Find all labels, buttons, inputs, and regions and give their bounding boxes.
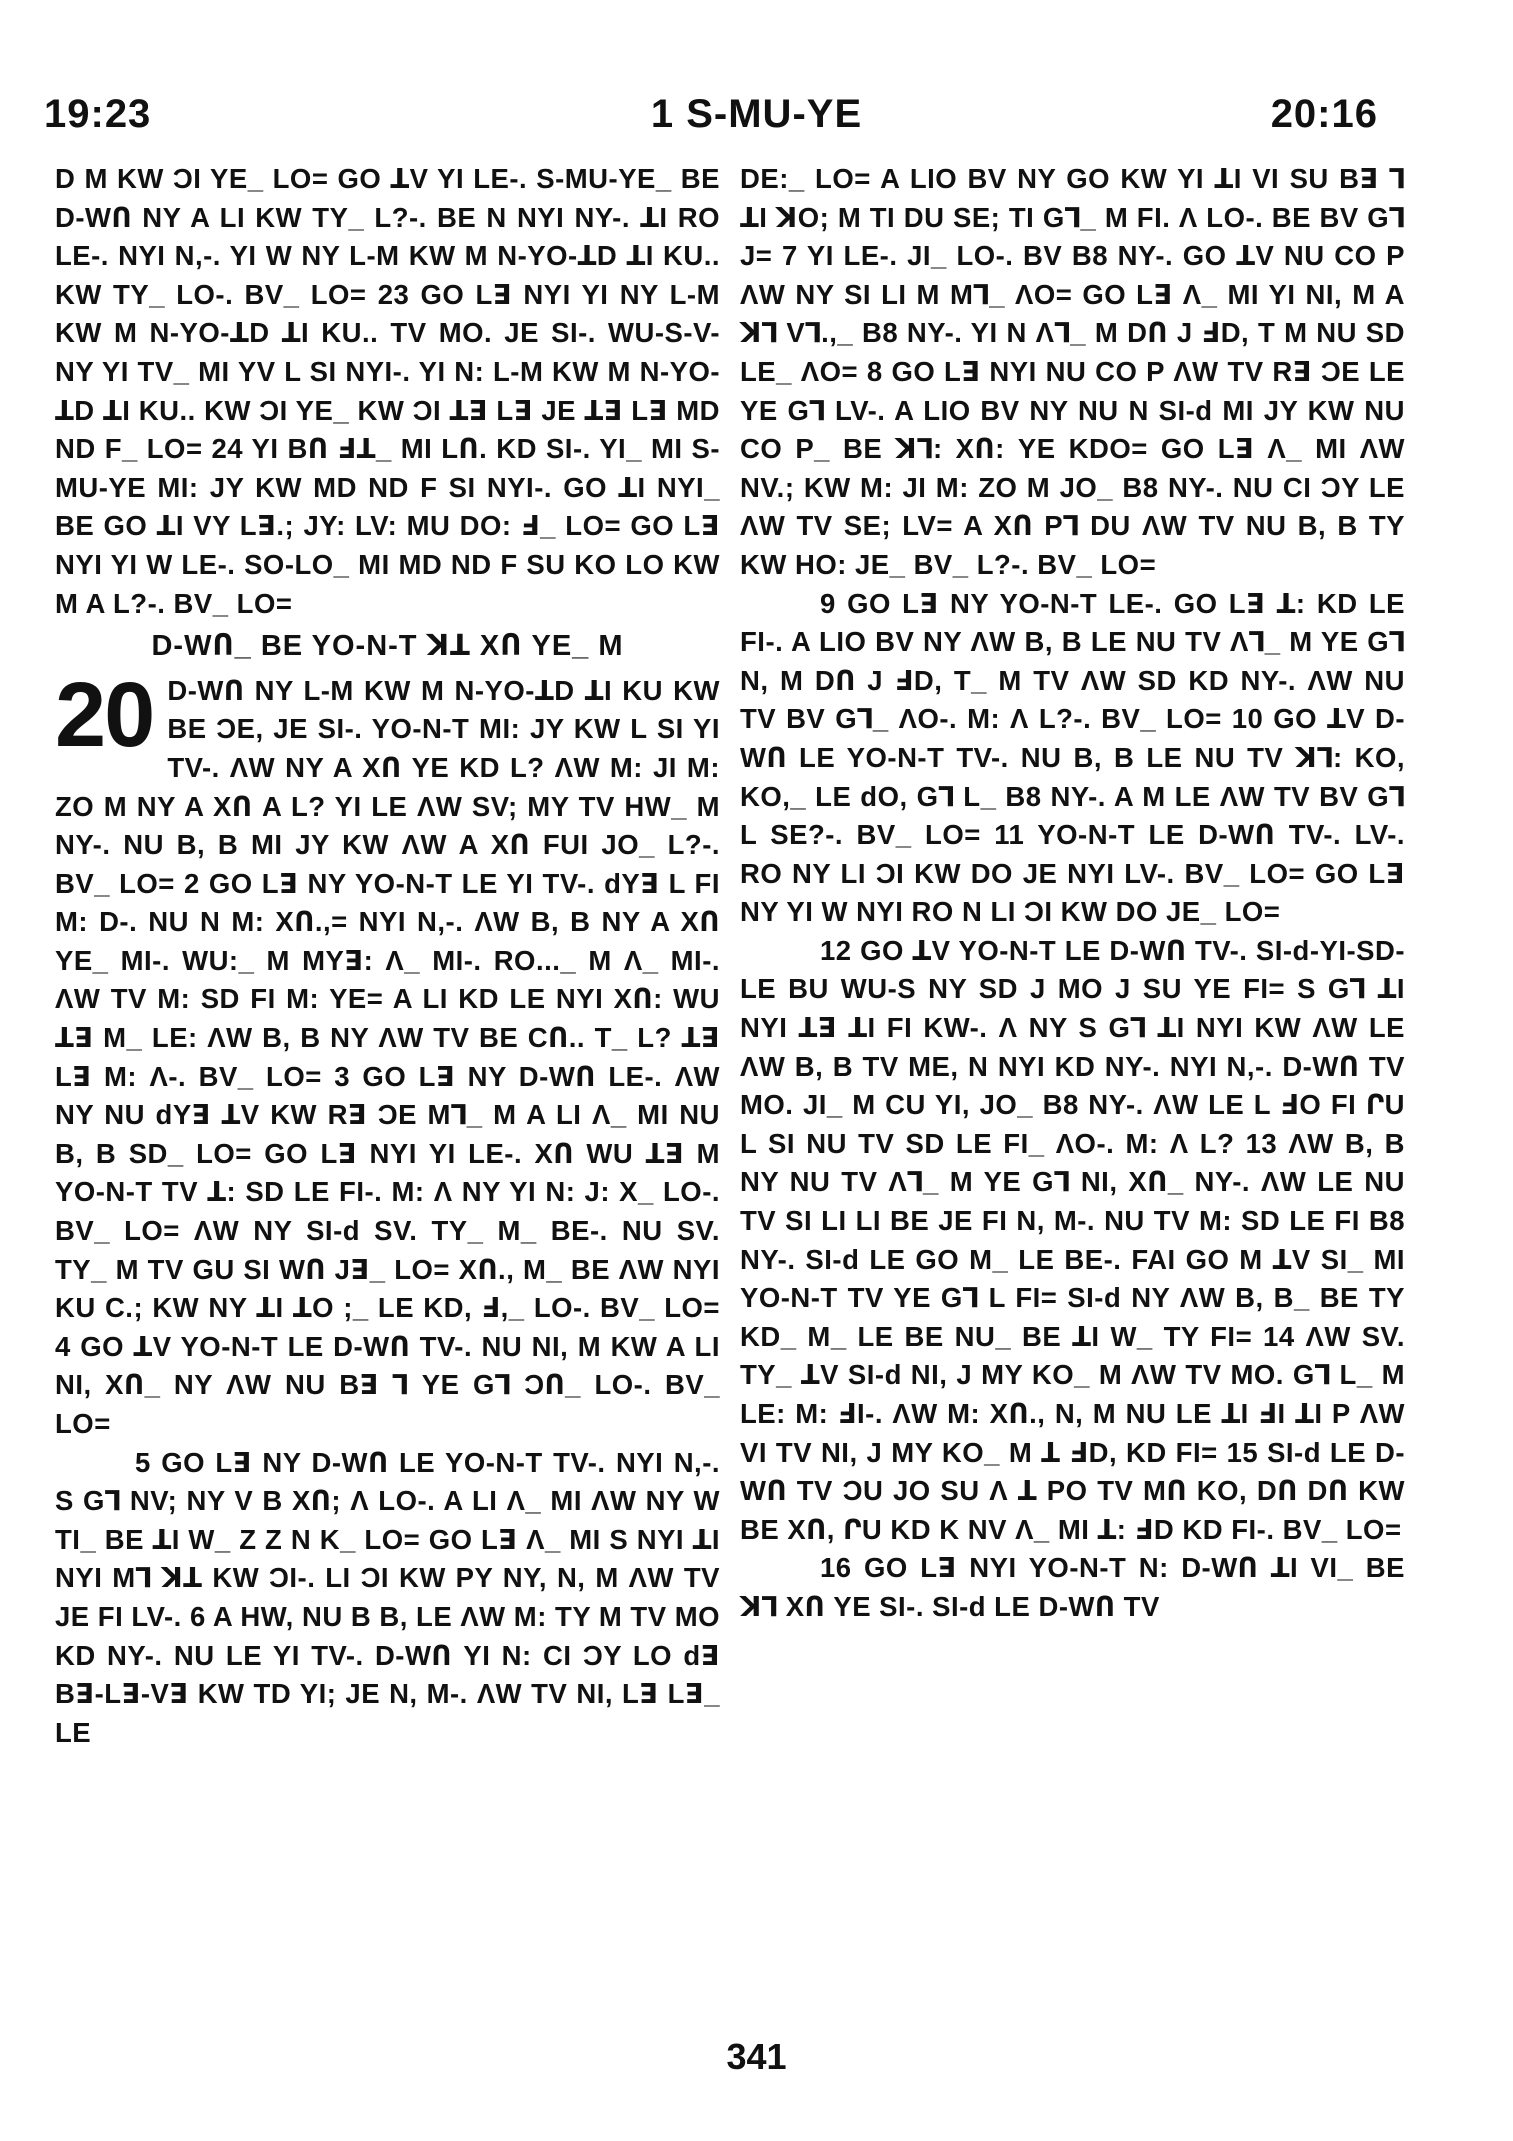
verse-paragraph: 16 GO Lꓱ NYI YO-N-T N: D-WՈ ꓕI VI_ BE ꓘꓶ XՈ YE SI-. SI-d LE D-WՈ TV (740, 1552, 1405, 1622)
chapter-number: 20 (55, 663, 154, 766)
right-text-column (740, 160, 1405, 1627)
page-number: 341 (726, 2036, 787, 2077)
section-heading: D-WՈ_ BE YO-N-T ꓘꓕ XՈ YE_ M (151, 630, 624, 663)
verse-paragraph: D-WՈ NY L-M KW M N-YO-ꓕD ꓕI KU KW BE ƆE, JE SI-. YO-N-T MI: JY KW L SI YI TV-. ΛW NY A XՈ YE KD L? ΛW M: JI M: ZO M NY A XՈ A L? YI LE ΛW SV; MY TV HW_ M NY-. NU B, B MI JY KW ΛW A XՈ FUI JO_ L?-. BV_ LO= 2 GO Lꓱ NY YO-N-T LE YI TV-. dYꓱ L FI M: D-. NU N M: XՈ.,= NYI N,-. ΛW B, B NY A XՈ YE_ MI-. WU:_ M MYꓱ: Λ_ MI-. RO..._ M Λ_ MI-. ΛW TV M: SD FI M: YE= A LI KD LE NYI XՈ: WU ꓕꓱ M_ LE: ΛW B, B NY ΛW TV BE CՈ.. T_ L? ꓕꓱ Lꓱ M: Λ-. BV_ LO= 3 GO Lꓱ NY D-WՈ LE-. ΛW NY NU dYꓱ ꓕV KW Rꓱ ƆE Mꓶ_ M A LI Λ_ MI NU B, B SD_ LO= GO Lꓱ NYI YI LE-. XՈ WU ꓕꓱ M YO-N-T TV ꓕ: SD LE FI-. M: Λ NY YI N: J: X_ LO-. BV_ LO= ΛW NY SI-d SV. TY_ M_ BE-. NU SV. TY_ M TV GU SI WՈ Jꓱ_ LO= XՈ., M_ BE ΛW NYI KU C.; KW NY ꓕI ꓕO ;_ LE KD, ꓞ,_ LO-. BV_ LO= 4 GO ꓕV YO-N-T LE D-WՈ TV-. NU NI, M KW A LI NI, XՈ_ NY ΛW NU Bꓱ ꓶ YE Gꓶ ƆՈ_ LO-. BV_ LO= (55, 674, 720, 1439)
verse-paragraph: 12 GO ꓕV YO-N-T LE D-WՈ TV-. SI-d-YI-SD-LE BU WU-S NY SD J MO J SU YE FI= S Gꓶ ꓕI NYI ꓕꓱ ꓕI FI KW-. Λ NY S Gꓶ ꓕI NYI KW ΛW LE ΛW B, B TV ME, N NYI KD NY-. NYI N,-. D-WՈ TV MO. JI_ M CU YI, JO_ B8 NY-. ΛW LE L ꓞO FI ՐU L SI NU TV SD LE FI_ ΛO-. M: Λ L? 13 ΛW B, B NY NU TV Λꓶ_ M YE Gꓶ NI, XՈ_ NY-. ΛW LE NU TV SI LI LI BE JE FI N, M-. NU TV M: SD LE FI B8 NY-. SI-d LE GO M_ LE BE-. FAI GO M ꓕV SI_ MI YO-N-T TV YE Gꓶ L FI= SI-d NY ΛW B, B_ BE TY KD_ M_ LE BE NU_ BE ꓕI W_ TY FI= 14 ΛW SV. TY_ ꓕV SI-d NI, J MY KO_ M ΛW TV MO. Gꓶ L_ M LE: M: ꓞI-. ΛW M: XՈ., N, M NU LE ꓕI ꓞI ꓕI P ΛW VI TV NI, J MY KO_ M ꓕ ꓞD, KD FI= 15 SI-d LE D-WՈ TV ƆU JO SU Λ ꓕ PO TV MՈ KO, DՈ DՈ KW BE XՈ, ՐU KD K NV Λ_ MI ꓕ: ꓞD KD FI-. BV_ LO= (740, 934, 1405, 1545)
left-text-column (55, 160, 720, 1752)
verse-paragraph: DE:_ LO= A LIO BV NY GO KW YI ꓕI VI SU Bꓱ ꓶ ꓕI ꓘO; M TI DU SE; TI Gꓶ_ M FI. Λ LO-. BE BV Gꓶ J= 7 YI LE-. JI_ LO-. BV B8 NY-. GO ꓕV NU CO P ΛW NY SI LI M Mꓶ_ ΛO= GO Lꓱ Λ_ MI YI NI, M A ꓘꓶ Vꓶ.,_ B8 NY-. YI N Λꓶ_ M DՈ J ꓞD, T M NU SD LE_ ΛO= 8 GO Lꓱ NYI NU CO P ΛW TV Rꓱ ƆE LE YE Gꓶ LV-. A LIO BV NY NU N SI-d MI JY KW NU CO P_ BE ꓘꓶ: XՈ: YE KDO= GO Lꓱ Λ_ MI ΛW NV.; KW M: JI M: ZO M JO_ B8 NY-. NU CI ƆY LE ΛW TV SE; LV= A XՈ Pꓶ DU ΛW TV NU B, B TY KW HO: JE_ BV_ L?-. BV_ LO= (740, 163, 1405, 580)
running-head-left-reference: 19:23 (44, 92, 152, 136)
running-head-book-title: 1 S-MU-YE (650, 92, 863, 136)
verse-paragraph: 9 GO Lꓱ NY YO-N-T LE-. GO Lꓱ ꓕ: KD LE FI-. A LIO BV NY ΛW B, B LE NU TV Λꓶ_ M YE Gꓶ N, M DՈ J ꓞD, T_ M TV ΛW SD KD NY-. ΛW NU TV BV Gꓶ_ ΛO-. M: Λ L?-. BV_ LO= 10 GO ꓕV D-WՈ LE YO-N-T TV-. NU B, B LE NU TV ꓘꓶ: KO, KO,_ LE dO, Gꓶ L_ B8 NY-. A M LE ΛW TV BV Gꓶ L SE?-. BV_ LO= 11 YO-N-T LE D-WՈ TV-. LV-. RO NY LI ƆI KW DO JE NYI LV-. BV_ LO= GO Lꓱ NY YI W NYI RO N LI ƆI KW DO JE_ LO= (740, 587, 1405, 928)
chapter-block (55, 663, 720, 1444)
verse-paragraph: D M KW ƆI YE_ LO= GO ꓕV YI LE-. S-MU-YE_ BE D-WՈ NY A LI KW TY_ L?-. BE N NYI NY-. ꓕI RO LE-. NYI N,-. YI W NY L-M KW M N-YO-ꓕD ꓕI KU.. KW TY_ LO-. BV_ LO= 23 GO Lꓱ NYI YI NY L-M KW M N-YO-ꓕD ꓕI KU.. TV MO. JE SI-. WU-S-V- NY YI TV_ MI YV L SI NYI-. YI N: L-M KW M N-YO-ꓕD ꓕI KU.. KW ƆI YE_ KW ƆI ꓕꓱ Lꓱ JE ꓕꓱ Lꓱ MD ND F_ LO= 24 YI BՈ ꓞꓕ_ MI LՈ. KD SI-. YI_ MI S-MU-YE MI: JY KW MD ND F SI NYI-. GO ꓕI NYI_ BE GO ꓕI VY Lꓱ.; JY: LV: MU DO: ꓞ_ LO= GO Lꓱ NYI YI W LE-. SO-LO_ MI MD ND F SU KO LO KW M A L?-. BV_ LO= (55, 163, 720, 619)
verse-paragraph: 5 GO Lꓱ NY D-WՈ LE YO-N-T TV-. NYI N,-. S Gꓶ NV; NY V B XՈ; Λ LO-. A LI Λ_ MI ΛW NY W TI_ BE ꓕI W_ Z Z N K_ LO= GO Lꓱ Λ_ MI S NYI ꓕI NYI Mꓶ ꓘꓕ KW ƆI-. LI ƆI KW PY NY, N, M ΛW TV JE FI LV-. 6 A HW, NU B B, LE ΛW M: TY M TV MO KD NY-. NU LE YI TV-. D-WՈ YI N: CI ƆY LO dꓱ Bꓱ-Lꓱ-Vꓱ KW TD YI; JE N, M-. ΛW TV NI, Lꓱ Lꓱ_ LE (55, 1446, 720, 1748)
running-head-right-reference: 20:16 (1270, 92, 1378, 136)
